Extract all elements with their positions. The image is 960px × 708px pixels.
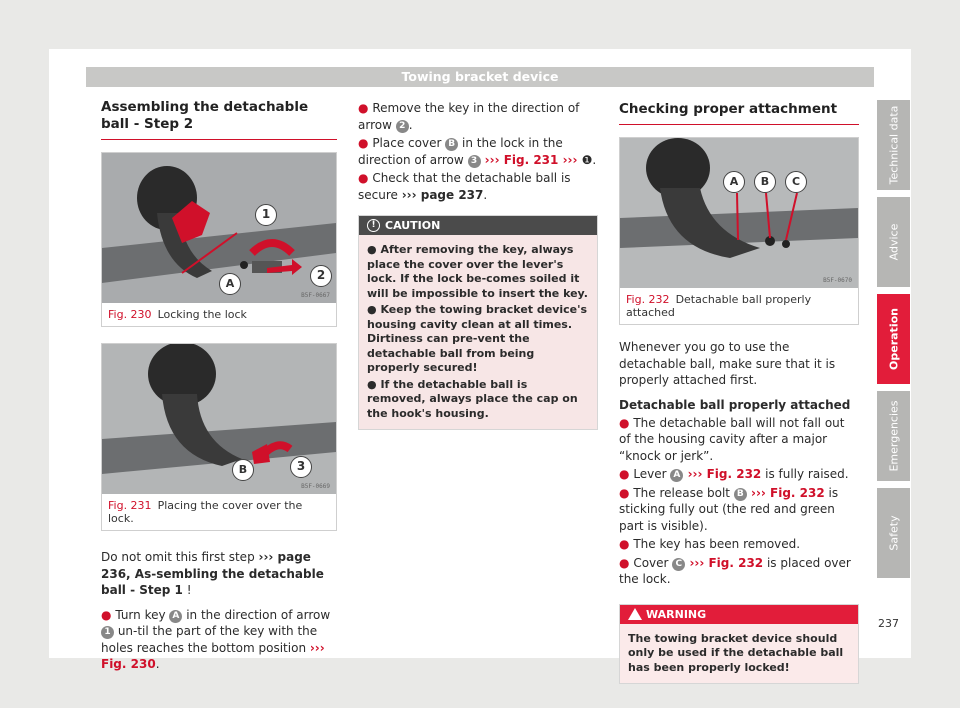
caution-body [359, 235, 597, 429]
bullet-no-fall [619, 415, 859, 465]
figure-caption-text: Locking the lock [157, 308, 247, 321]
callout-A: A [723, 171, 745, 193]
page-number: 237 [878, 617, 899, 630]
figure-caption [102, 303, 336, 326]
bullet-dot-icon: ● [619, 485, 630, 500]
caution-box [358, 215, 598, 430]
bullet-dot-icon: ● [619, 555, 630, 570]
tab-emergencies[interactable] [877, 391, 910, 481]
column-left [101, 99, 337, 673]
callout-2: 2 [310, 265, 332, 287]
callout-B: B [754, 171, 776, 193]
text: The key has been removed. [633, 537, 801, 551]
text: ››› [558, 152, 582, 167]
warning-triangle-icon [628, 608, 642, 620]
caution-text: After removing the key, always place the cover over the lever's lock. If the lock be-comes soiled it will be impossible to insert the key. [367, 243, 588, 300]
cover-label-B: B [445, 138, 458, 151]
text: Lever [633, 467, 671, 481]
tab-operation[interactable] [877, 294, 910, 384]
bullet-dot-icon: ● [619, 467, 630, 481]
tab-safety[interactable] [877, 488, 910, 578]
tab-label: Safety [887, 515, 900, 551]
text: is sticking fully out (the red and green part is visible). [619, 485, 839, 533]
caution-item [367, 378, 589, 422]
callout-B: B [232, 459, 254, 481]
text: . [408, 117, 413, 132]
warning-box [619, 604, 859, 685]
text: in the direction of arrow [182, 607, 331, 622]
text: Place cover [372, 136, 446, 150]
section-title-step2: Assembling the detachable ball - Step 2 [101, 99, 337, 140]
caution-header [359, 216, 597, 235]
tab-advice[interactable] [877, 197, 910, 287]
figure-caption-text: Placing the cover over the lock. [108, 499, 303, 525]
page-reference-link[interactable]: ››› page 237 [401, 187, 484, 202]
caution-text: If the detachable ball is removed, always place the cap on the hook's housing. [367, 377, 578, 420]
caution-item [367, 303, 589, 376]
callout-1: 1 [255, 204, 277, 226]
bullet-dot-icon: ● [619, 415, 630, 430]
bullet-cover [619, 555, 859, 588]
text: Cover [633, 555, 673, 570]
figure-reference-link[interactable]: ››› Fig. 230 [101, 640, 325, 671]
cover-label-C: C [672, 558, 685, 571]
callout-C: C [785, 171, 807, 193]
text: is fully raised. [761, 467, 849, 481]
arrow-label-2: 2 [396, 120, 409, 133]
figure-reference-link[interactable]: ››› Fig. 232 [685, 555, 764, 570]
manual-page [49, 49, 911, 674]
bullet-release-bolt [619, 485, 859, 535]
paragraph-intro [101, 549, 337, 599]
towbar-attached-illustration [620, 138, 858, 288]
callout-A: A [219, 273, 241, 295]
figure-number: Fig. 231 [108, 499, 152, 512]
bullet-lever [619, 466, 859, 483]
bullet-dot-icon: ● [358, 171, 369, 185]
arrow-label-3: 3 [468, 155, 481, 168]
bolt-label-B: B [734, 488, 747, 501]
text: . [155, 657, 160, 671]
text: The release bolt [633, 485, 734, 500]
callout-3: 3 [290, 456, 312, 478]
bullet-check-secure [358, 170, 598, 203]
figure-230 [101, 152, 337, 327]
figure-code: B5F-0670 [823, 277, 852, 284]
text: The detachable ball will not fall out of the housing cavity after a major “knock or jerk”. [619, 415, 845, 463]
text: . [592, 152, 597, 167]
text: ! [182, 583, 192, 597]
caution-item [367, 243, 589, 301]
tab-label: Advice [887, 223, 900, 261]
figure-number: Fig. 230 [108, 308, 152, 321]
subheading-properly-attached: Detachable ball properly attached [619, 397, 851, 412]
bullet-remove-key [358, 100, 598, 133]
figure-code: B5F-0667 [301, 292, 330, 299]
lever-label-A: A [670, 469, 683, 482]
figure-caption [102, 494, 336, 530]
section-title-checking: Checking proper attachment [619, 100, 859, 125]
figure-232-image [620, 138, 858, 288]
bullet-dot-icon: ● [358, 136, 369, 150]
bullet-dot-icon: ● [619, 537, 630, 551]
column-right [619, 100, 859, 684]
info-circle-icon: ! [367, 219, 380, 232]
text: Turn key [115, 607, 170, 622]
figure-230-image [102, 153, 336, 303]
bullet-dot-icon: ● [367, 243, 381, 256]
warning-header [620, 605, 858, 624]
figure-code: B5F-0669 [301, 483, 330, 490]
bullet-dot-icon: ● [367, 303, 381, 316]
figure-caption [620, 288, 858, 324]
figure-231 [101, 343, 337, 531]
caution-text: Keep the towing bracket device's housing cavity clean at all times. Dirtiness can pre-vent the detachable ball from being properly secured! [367, 303, 588, 374]
paragraph-intro: Whenever you go to use the detachable ball, make sure that it is properly attached first. [619, 340, 836, 387]
caution-label: CAUTION [385, 219, 441, 232]
arrow-label-1: 1 [101, 626, 114, 639]
warning-body: The towing bracket device should only be used if the detachable ball has been properly locked! [620, 624, 858, 684]
figure-reference-link[interactable]: ››› Fig. 231 [480, 152, 559, 167]
text: un-til the part of the key with the holes reaches the bottom position [101, 624, 318, 655]
key-label-A: A [169, 610, 182, 623]
figure-reference-link[interactable]: ››› Fig. 232 [683, 467, 762, 481]
bullet-dot-icon: ● [358, 101, 369, 115]
figure-232 [619, 137, 859, 325]
bullet-dot-icon: ● [101, 607, 112, 622]
page-header: Towing bracket device [86, 67, 874, 87]
bullet-turn-key [101, 607, 337, 673]
tab-label: Emergencies [887, 400, 900, 472]
page-reference-link[interactable]: ››› page 236, As-sembling the detachable ball - Step 1 [101, 550, 324, 597]
tab-label: Technical data [887, 105, 900, 185]
tab-technical-data[interactable] [877, 100, 910, 190]
text: in the lock in the direction of arrow [358, 136, 563, 167]
text: is placed over the lock. [619, 555, 851, 586]
warning-label: WARNING [646, 607, 707, 621]
text: . [483, 187, 488, 202]
caution-ref-icon[interactable]: ❶ [581, 152, 593, 167]
figure-caption-text: Detachable ball properly attached [626, 293, 812, 319]
bullet-place-cover [358, 135, 598, 168]
figure-reference-link[interactable]: ››› Fig. 232 [746, 485, 825, 500]
figure-231-image [102, 344, 336, 494]
text: Remove the key in the direction of arrow [358, 101, 580, 132]
text: Do not omit this first step [101, 550, 259, 564]
bullet-dot-icon: ● [367, 377, 381, 391]
tab-label: Operation [887, 308, 900, 370]
text: Check that the detachable ball is secure [358, 171, 571, 202]
column-middle [358, 100, 598, 430]
figure-number: Fig. 232 [626, 293, 670, 306]
bullet-key-removed [619, 536, 859, 553]
